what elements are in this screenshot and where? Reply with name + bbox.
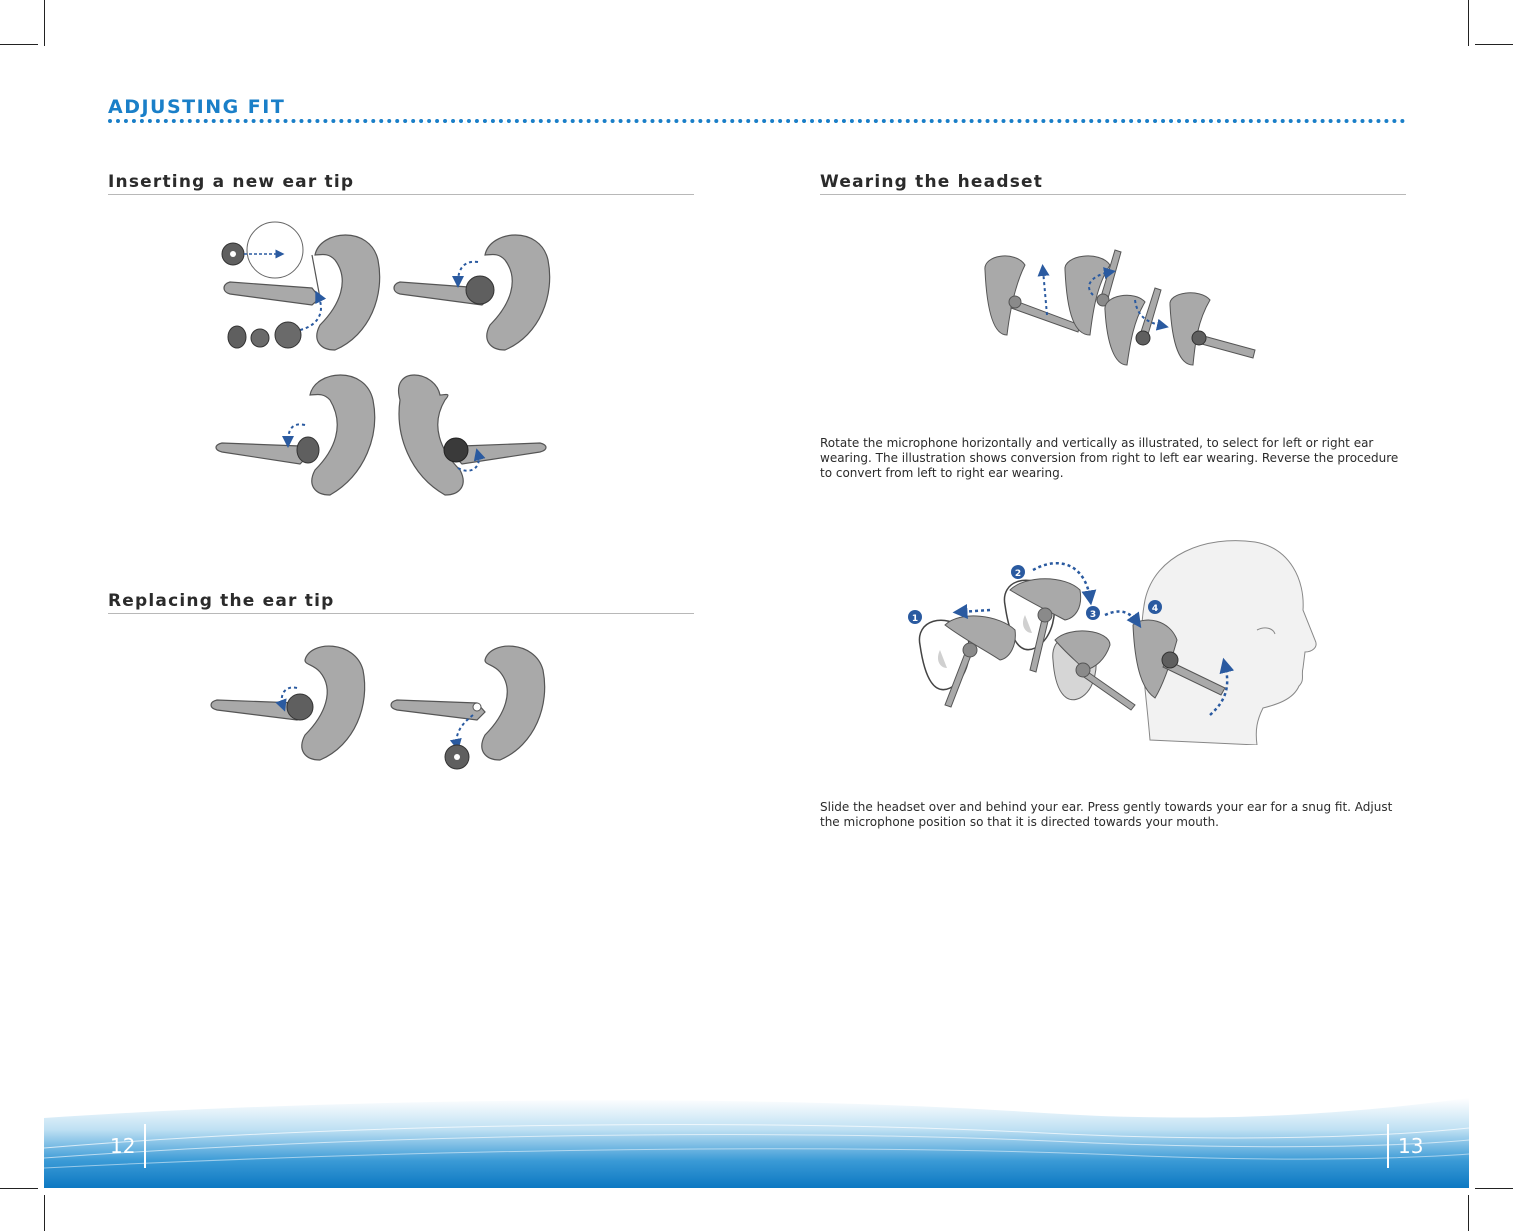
ear-tip-medium-icon: [251, 329, 269, 347]
crop-mark: [44, 1195, 45, 1231]
headset-icon: [1105, 288, 1161, 365]
wearing-headset-illustration: [905, 530, 1325, 745]
svg-text:3: 3: [1089, 610, 1097, 620]
crop-mark: [1475, 44, 1513, 45]
wearing-instructions-slide: Slide the headset over and behind your ear. Press gently towards your ear for a snug fit. Adjust the microphone position so that it is directed towards your mouth.: [820, 800, 1393, 829]
section-divider: [108, 613, 694, 614]
section-title-replacing: Replacing the ear tip: [108, 591, 335, 611]
headset-icon: [399, 375, 546, 495]
headset-icon: [391, 646, 545, 760]
crop-mark: [1475, 1188, 1513, 1189]
footer-wave-banner: [44, 1088, 1469, 1188]
magnifier-icon: [247, 222, 303, 278]
crop-mark: [1468, 1195, 1469, 1231]
section-divider: [108, 194, 694, 195]
section-title-wearing: Wearing the headset: [820, 172, 1044, 192]
ear-tip-small-icon: [228, 326, 246, 348]
replacing-ear-tip-illustration: [205, 640, 565, 780]
page-header: ADJUSTING FIT: [108, 96, 286, 118]
arrow-icon: [960, 610, 990, 612]
page-number-right: 13: [1398, 1134, 1424, 1158]
wearing-instructions-rotate: Rotate the microphone horizontally and vertically as illustrated, to select for left or right ear wearing. The illustration shows conversion from right to left ear wearing. Reverse the procedure to convert from left to right ear wearing.: [820, 436, 1399, 480]
ear-tip-icon: [287, 694, 313, 720]
section-divider: [820, 194, 1406, 195]
arrow-icon: [1105, 611, 1137, 622]
arrow-icon: [1043, 270, 1047, 315]
svg-text:4: 4: [1151, 604, 1159, 614]
svg-text:2: 2: [1014, 569, 1022, 579]
headset-icon: [1170, 293, 1255, 365]
page-number-left: 12: [110, 1134, 136, 1158]
header-divider: [108, 119, 1406, 123]
inserting-ear-tip-illustration: [200, 210, 580, 520]
microphone-rotation-illustration: [975, 240, 1265, 375]
page-number-divider: [1387, 1124, 1389, 1168]
crop-mark: [1468, 0, 1469, 46]
section-title-inserting: Inserting a new ear tip: [108, 172, 355, 192]
step-badge: [908, 610, 922, 624]
page-number-divider: [144, 1124, 146, 1168]
headset-icon: [216, 375, 375, 495]
ear-tip-large-icon: [275, 322, 301, 348]
crop-mark: [0, 1188, 38, 1189]
ear-tip-icon: [466, 276, 494, 304]
svg-text:1: 1: [911, 614, 919, 624]
crop-mark: [44, 0, 45, 46]
step-badge: [1086, 606, 1100, 620]
crop-mark: [0, 44, 38, 45]
ear-tip-icon: [297, 437, 319, 463]
step-badge: [1011, 565, 1025, 579]
ear-tip-icon: [444, 438, 468, 462]
step-badge: [1148, 600, 1162, 614]
